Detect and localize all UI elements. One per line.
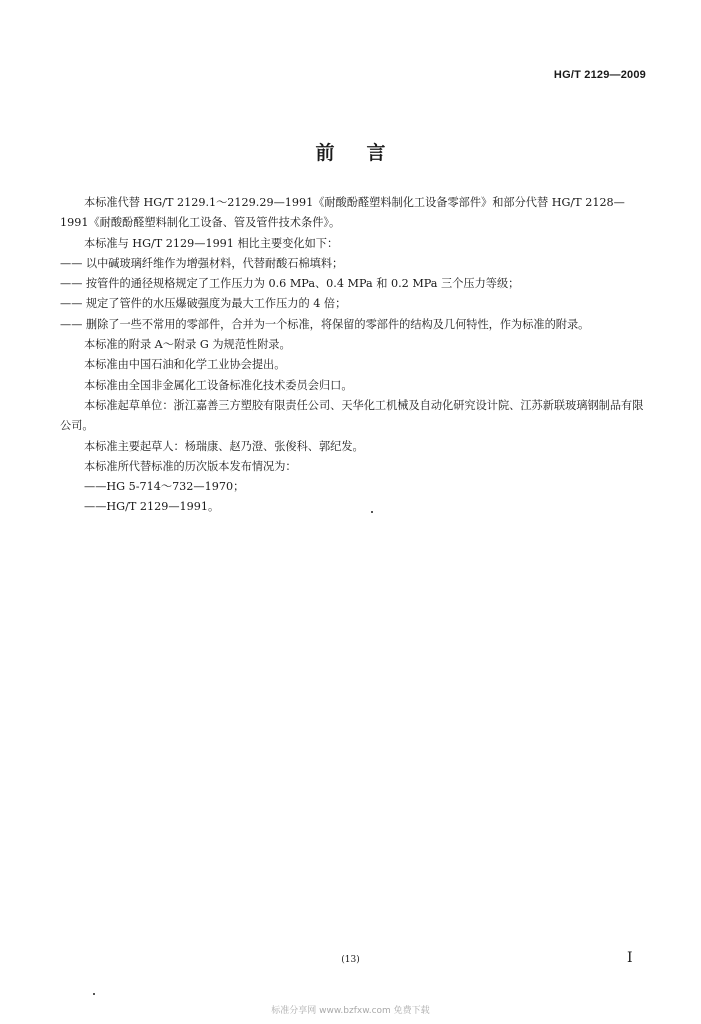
- change-item: —— 删除了一些不常用的零部件，合并为一个标准，将保留的零部件的结构及几何特性，作为标准的附录。: [60, 317, 590, 331]
- paragraph-administrator: 本标准由全国非金属化工设备标准化技术委员会归口。: [84, 378, 353, 392]
- change-item: —— 以中碱玻璃纤维作为增强材料，代替耐酸石棉填料；: [60, 256, 344, 270]
- change-item: —— 规定了管件的水压爆破强度为最大工作压力的 4 倍；: [60, 297, 347, 311]
- paragraph-replacement: 本标准代替 HG/T 2129.1～2129.29—1991《耐酸酚醛塑料制化工设备零部件》和部分代替 HG/T 2128—1991《耐酸酚醛塑料制化工设备、管及管件技术条件》。: [60, 196, 625, 230]
- standard-number: HG/T 2129—2009: [553, 69, 646, 81]
- watermark-text: 标准分享网 www.bzfxw.com 免费下载: [271, 1006, 430, 1016]
- history-item: ——HG/T 2129—1991。: [84, 500, 220, 514]
- history-item: ——HG 5-714～732—1970；: [84, 480, 245, 494]
- paragraph-changes-intro: 本标准与 HG/T 2129—1991 相比主要变化如下：: [84, 236, 339, 250]
- change-item: —— 按管件的通径规格规定了工作压力为 0.6 MPa、0.4 MPa 和 0.2 MPa 三个压力等级；: [60, 277, 520, 291]
- foreword-body: [60, 193, 650, 518]
- scan-speck: [371, 511, 373, 513]
- paragraph-history-intro: 本标准所代替标准的历次版本发布情况为：: [84, 459, 297, 473]
- roman-page-number: I: [627, 950, 633, 966]
- paragraph-drafting-units: 本标准起草单位：浙江嘉善三方塑胶有限责任公司、天华化工机械及自动化研究设计院、江苏新联玻璃钢制品有限公司。: [60, 398, 644, 433]
- paragraph-drafters: 本标准主要起草人：杨瑞康、赵乃澄、张俊科、郭纪发。: [84, 439, 364, 453]
- page-title: 前言: [315, 142, 418, 164]
- paragraph-appendix: 本标准的附录 A～附录 G 为规范性附录。: [84, 338, 291, 352]
- scan-speck: [93, 993, 95, 995]
- paragraph-proposer: 本标准由中国石油和化学工业协会提出。: [84, 358, 286, 372]
- page-number: (13): [341, 955, 360, 965]
